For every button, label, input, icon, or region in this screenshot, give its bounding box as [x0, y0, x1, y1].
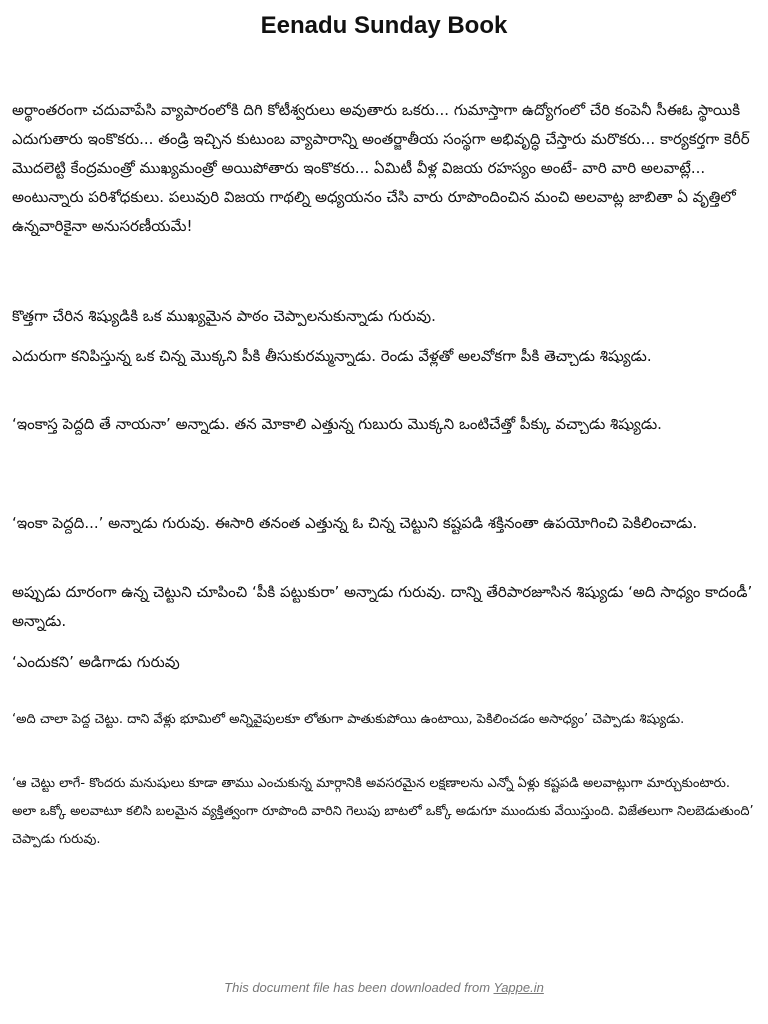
story-paragraph: ‘ఎందుకని’ అడిగాడు గురువు	[12, 653, 180, 671]
story-paragraph: ఎదురుగా కనిపిస్తున్న ఒక చిన్న మొక్కని పీకి తీసుకురమ్మన్నాడు. రెండు వేళ్లతో అలవోకగా పీకి తెచ్చాడు శిష్యుడు.	[12, 347, 652, 365]
story-paragraph: ‘ఆ చెట్టు లాగే- కొందరు మనుషులు కూడా తాము ఎంచుకున్న మార్గానికి అవసరమైన లక్షణాలను ఎన్నో ఏళ్లు కష్టపడి అలవాట్లుగా మార్చుకుంటారు. అలా ఒక్కో అలవాటూ కలిసి బలమైన వ్యక్తిత్వంగా రూపొంది వారిని గెలుపు బాటలో ఒక్కో అడుగూ ముందుకు వేయిస్తుంది. విజేతలుగా నిలబెడుతుంది’ చెప్పాడు గురువు.	[12, 776, 754, 847]
story-paragraph: ‘అది చాలా పెద్ద చెట్టు. దాని వేళ్లు భూమిలో అన్నివైపులకూ లోతుగా పాతుకుపోయి ఉంటాయి, పెకిలించడం అసాధ్యం’ చెప్పాడు శిష్యుడు.	[12, 712, 685, 727]
footer-text: This document file has been downloaded from	[224, 980, 491, 995]
download-footer	[0, 980, 768, 995]
intro-paragraph: అర్థాంతరంగా చదువాపేసి వ్యాపారంలోకి దిగి కోటీశ్వరులు అవుతారు ఒకరు... గుమాస్తాగా ఉద్యోగంలో చేరి కంపెనీ సీఈఓ స్థాయికి ఎదుగుతారు ఇంకొకరు... తండ్రి ఇచ్చిన కుటుంబ వ్యాపారాన్ని అంతర్జాతీయ సంస్థగా అభివృద్ధి చేస్తారు మరొకరు... కార్యకర్తగా కెరీర్ మొదలెట్టి కేంద్రమంత్రో ముఖ్యమంత్రో అయిపోతారు ఇంకొకరు... ఏమిటీ వీళ్ల విజయ రహస్యం అంటే- వారి వారి అలవాట్లే... అంటున్నారు పరిశోధకులు. పలువురి విజయ గాథల్ని అధ్యయనం చేసి వారు రూపొందించిన మంచి అలవాట్ల జాబితా ఏ వృత్తిలో ఉన్నవారికైనా అనుసరణీయమే!	[12, 101, 750, 235]
yappe-link[interactable]: Yappe.in	[493, 980, 544, 995]
story-paragraph: ‘ఇంకా పెద్దది...’ అన్నాడు గురువు. ఈసారి తనంత ఎత్తున్న ఓ చిన్న చెట్టుని కష్టపడి శక్తినంతా ఉపయోగించి పెకిలించాడు.	[12, 514, 698, 532]
story-paragraph: కొత్తగా చేరిన శిష్యుడికి ఒక ముఖ్యమైన పాఠం చెప్పాలనుకున్నాడు గురువు.	[12, 307, 436, 325]
page-title: Eenadu Sunday Book	[260, 12, 508, 39]
story-paragraph: అప్పుడు దూరంగా ఉన్న చెట్టుని చూపించి ‘పీకి పట్టుకురా’ అన్నాడు గురువు. దాన్ని తేరిపారజూసిన శిష్యుడు ‘అది సాధ్యం కాదండీ’ అన్నాడు.	[12, 583, 753, 630]
story-paragraph: ‘ఇంకాస్త పెద్దది తే నాయనా’ అన్నాడు. తన మోకాలి ఎత్తున్న గుబురు మొక్కని ఒంటిచేత్తో పీక్కు వచ్చాడు శిష్యుడు.	[12, 415, 662, 433]
